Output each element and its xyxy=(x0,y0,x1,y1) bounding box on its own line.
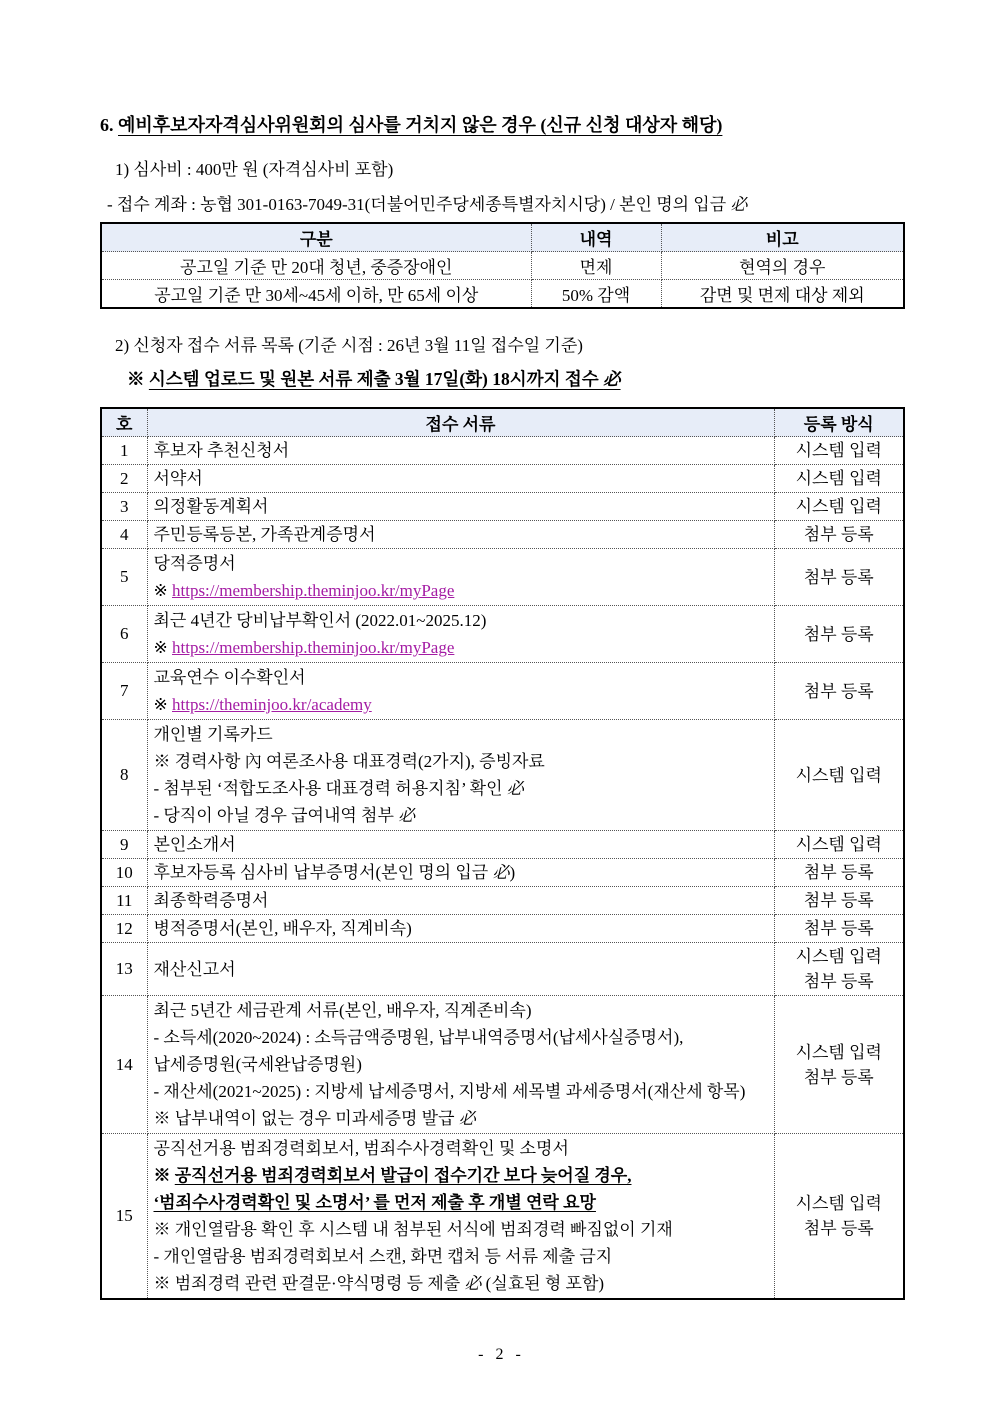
registration-method-cell xyxy=(774,887,904,915)
table-row xyxy=(101,606,904,663)
table-row xyxy=(101,437,904,465)
document-name-cell xyxy=(147,943,774,996)
document-name-cell xyxy=(147,831,774,859)
method-label: 시스템 입력 xyxy=(795,497,882,516)
document-line xyxy=(154,1105,768,1132)
document-line xyxy=(154,1135,768,1162)
text-segment: ※ 범죄경력 관련 판결문·약식명령 등 제출 xyxy=(153,1274,465,1293)
text-segment: 납세증명원(국세완납증명원) xyxy=(153,1055,362,1074)
row-number-cell: 11 xyxy=(101,887,147,915)
registration-method-cell xyxy=(774,465,904,493)
docs-table-header-row xyxy=(101,408,904,437)
text-segment: - 재산세(2021~2025) : 지방세 납세증명서, 지방세 세목별 과세증명서(재산세 항목) xyxy=(153,1082,746,1101)
document-name-cell xyxy=(147,663,774,720)
document-line xyxy=(154,1189,768,1216)
table-row xyxy=(101,720,904,831)
text-segment: 재산신고서 xyxy=(153,959,236,979)
row-number-cell: 14 xyxy=(101,996,147,1134)
text-segment: ※ 개인열람용 확인 후 시스템 내 첨부된 서식에 범죄경력 빠짐없이 기재 xyxy=(153,1220,673,1239)
registration-method-cell xyxy=(774,943,904,996)
text-segment: ‘범죄수사경력확인 및 소명서’ 를 먼저 제출 후 개별 연락 요망 xyxy=(153,1193,596,1212)
fee-cell: 면제 xyxy=(531,252,661,280)
method-label: 시스템 입력 xyxy=(795,441,882,460)
row-number-cell: 12 xyxy=(101,915,147,943)
document-name-cell xyxy=(147,437,774,465)
fee-cell: 현역의 경우 xyxy=(661,252,904,280)
section-title: 예비후보자자격심사위원회의 심사를 거치지 않은 경우 (신규 신청 대상자 해당) xyxy=(118,115,723,135)
registration-method-cell xyxy=(774,996,904,1134)
row-number-cell: 1 xyxy=(101,437,147,465)
document-line xyxy=(154,1024,768,1051)
document-line xyxy=(154,1270,768,1297)
document-line xyxy=(154,1078,768,1105)
text-segment: ※ xyxy=(153,581,172,600)
table-row xyxy=(101,831,904,859)
notice-required-mark: 必 xyxy=(603,369,621,389)
required-mark: 必 xyxy=(458,1109,476,1128)
registration-method-cell xyxy=(774,915,904,943)
method-label: 첨부 등록 xyxy=(803,525,874,544)
column-header: 접수 서류 xyxy=(147,408,774,437)
method-label: 첨부 등록 xyxy=(803,681,874,701)
document-line xyxy=(154,523,768,547)
review-fee-line: 1) 심사비 : 400만 원 (자격심사비 포함) xyxy=(115,160,394,179)
document-name-cell xyxy=(147,887,774,915)
document-line xyxy=(154,997,768,1024)
document-line xyxy=(154,439,768,463)
column-header: 등록 방식 xyxy=(774,408,904,437)
method-label: 시스템 입력 xyxy=(795,765,882,785)
text-segment: - 개인열람용 범죄경력회보서 스캔, 화면 캡처 등 서류 제출 금지 xyxy=(153,1247,613,1266)
document-name-cell xyxy=(147,859,774,887)
document-name-cell xyxy=(147,549,774,606)
document-list-line: 2) 신청자 접수 서류 목록 (기준 시점 : 26년 3월 11일 접수일 기준) xyxy=(115,336,583,355)
table-row xyxy=(101,549,904,606)
document-line xyxy=(154,607,768,634)
text-segment: ) xyxy=(509,862,516,882)
document-line xyxy=(154,917,768,941)
required-mark: 必 xyxy=(730,195,748,214)
table-row xyxy=(101,521,904,549)
fee-cell: 50% 감액 xyxy=(531,280,661,309)
table-row xyxy=(101,663,904,720)
method-label: 첨부 등록 xyxy=(803,972,874,991)
registration-method-cell xyxy=(774,606,904,663)
text-segment: 주민등록등본, 가족관계증명서 xyxy=(153,524,376,544)
document-line xyxy=(154,833,768,857)
document-name-cell xyxy=(147,493,774,521)
document-line xyxy=(154,550,768,577)
row-number-cell: 9 xyxy=(101,831,147,859)
text-segment: - 소득세(2020~2024) : 소득금액증명원, 납부내역증명서(납세사실증명서), xyxy=(153,1028,684,1047)
fee-cell: 공고일 기준 만 20대 청년, 중증장애인 xyxy=(101,252,531,280)
url-link[interactable]: https://theminjoo.kr/academy xyxy=(172,695,372,714)
document-line xyxy=(154,495,768,519)
text-segment: - 첨부된 ‘적합도조사용 대표경력 허용지침’ 확인 xyxy=(153,779,507,798)
document-line xyxy=(154,775,768,802)
url-link[interactable]: https://membership.theminjoo.kr/myPage xyxy=(172,581,455,600)
registration-method-cell xyxy=(774,549,904,606)
table-row xyxy=(101,1134,904,1300)
fee-cell: 공고일 기준 만 30세~45세 이하, 만 65세 이상 xyxy=(101,280,531,309)
text-segment: 교육연수 이수확인서 xyxy=(153,668,306,687)
document-line xyxy=(154,721,768,748)
table-row xyxy=(101,859,904,887)
method-label: 시스템 입력 xyxy=(795,835,882,854)
page-number: - 2 - xyxy=(478,1346,525,1363)
text-segment: 후보자 추천신청서 xyxy=(153,440,290,460)
row-number-cell: 13 xyxy=(101,943,147,996)
document-name-cell xyxy=(147,915,774,943)
documents-table xyxy=(100,407,905,1300)
table-row xyxy=(101,996,904,1134)
registration-method-cell xyxy=(774,437,904,465)
method-label: 시스템 입력 xyxy=(795,1042,882,1062)
column-header: 구분 xyxy=(101,223,531,252)
text-segment: ※ xyxy=(153,638,172,657)
column-header: 호 xyxy=(101,408,147,437)
text-segment: ※ 경력사항 內 여론조사용 대표경력(2가지), 증빙자료 xyxy=(153,752,545,771)
registration-method-cell xyxy=(774,1134,904,1300)
notice-text: 시스템 업로드 및 원본 서류 제출 3월 17일(화) 18시까지 접수 xyxy=(148,369,604,389)
document-line xyxy=(154,802,768,829)
text-segment: ※ 납부내역이 없는 경우 미과세증명 발급 xyxy=(153,1109,459,1128)
required-mark: 必 xyxy=(398,806,416,825)
column-header: 비고 xyxy=(661,223,904,252)
notice-marker: ※ xyxy=(127,369,149,389)
row-number-cell: 3 xyxy=(101,493,147,521)
document-line xyxy=(154,1051,768,1078)
method-label: 첨부 등록 xyxy=(803,624,874,644)
registration-method-cell xyxy=(774,859,904,887)
method-label: 첨부 등록 xyxy=(803,1219,874,1238)
document-name-cell xyxy=(147,996,774,1134)
row-number-cell: 4 xyxy=(101,521,147,549)
table-row xyxy=(101,915,904,943)
text-segment: ※ xyxy=(153,695,172,714)
row-number-cell: 7 xyxy=(101,663,147,720)
text-segment: 최근 4년간 당비납부확인서 (2022.01~2025.12) xyxy=(153,611,487,630)
row-number-cell: 15 xyxy=(101,1134,147,1300)
method-label: 첨부 등록 xyxy=(803,863,874,882)
document-line xyxy=(154,691,768,718)
document-line xyxy=(154,889,768,913)
text-segment: 의정활동계획서 xyxy=(153,496,269,516)
method-label: 첨부 등록 xyxy=(803,1067,874,1087)
document-line xyxy=(154,1243,768,1270)
text-segment: (실효된 형 포함) xyxy=(481,1274,605,1293)
document-line xyxy=(154,1162,768,1189)
method-label: 시스템 입력 xyxy=(795,947,882,966)
method-label: 첨부 등록 xyxy=(803,567,874,587)
document-name-cell xyxy=(147,1134,774,1300)
account-line xyxy=(107,192,903,218)
fee-cell: 감면 및 면제 대상 제외 xyxy=(661,280,904,309)
text-segment: - 당직이 아닐 경우 급여내역 첨부 xyxy=(153,806,399,825)
document-line xyxy=(154,748,768,775)
table-row xyxy=(101,943,904,996)
text-segment: 당적증명서 xyxy=(153,554,236,573)
required-mark: 必 xyxy=(464,1274,482,1293)
deadline-notice xyxy=(127,365,903,394)
document-name-cell xyxy=(147,465,774,493)
text-segment: 공직선거용 범죄경력회보서 발급이 접수기간 보다 늦어질 경우, xyxy=(174,1166,632,1185)
document-name-cell xyxy=(147,720,774,831)
method-label: 시스템 입력 xyxy=(795,469,882,488)
document-line xyxy=(154,1216,768,1243)
required-mark: 必 xyxy=(506,779,524,798)
text-segment: 최종학력증명서 xyxy=(153,890,269,910)
account-text: - 접수 계좌 : 농협 301-0163-7049-31(더불어민주당세종특별자치시당) / 본인 명의 입금 xyxy=(107,195,731,214)
table-row xyxy=(101,887,904,915)
method-label: 첨부 등록 xyxy=(803,919,874,938)
document-line xyxy=(154,664,768,691)
document-line xyxy=(154,467,768,491)
method-label: 시스템 입력 xyxy=(795,1194,882,1213)
document-line xyxy=(154,577,768,604)
document-line xyxy=(154,861,768,885)
row-number-cell: 6 xyxy=(101,606,147,663)
fee-exemption-table xyxy=(100,222,905,309)
document-line xyxy=(154,956,768,983)
text-segment: 후보자등록 심사비 납부증명서(본인 명의 입금 xyxy=(153,862,493,882)
document-name-cell xyxy=(147,521,774,549)
url-link[interactable]: https://membership.theminjoo.kr/myPage xyxy=(172,638,455,657)
text-segment: 본인소개서 xyxy=(153,834,236,854)
text-segment: 공직선거용 범죄경력회보서, 범죄수사경력확인 및 소명서 xyxy=(153,1139,569,1158)
required-mark: 必 xyxy=(492,862,510,882)
table-row xyxy=(101,465,904,493)
section-number: 6. xyxy=(100,115,118,135)
registration-method-cell xyxy=(774,831,904,859)
row-number-cell: 10 xyxy=(101,859,147,887)
fee-table-row xyxy=(101,252,904,280)
text-segment: 최근 5년간 세금관계 서류(본인, 배우자, 직계존비속) xyxy=(153,1001,532,1020)
row-number-cell: 5 xyxy=(101,549,147,606)
document-name-cell xyxy=(147,606,774,663)
registration-method-cell xyxy=(774,521,904,549)
table-row xyxy=(101,493,904,521)
document-line xyxy=(154,634,768,661)
text-segment: 병적증명서(본인, 배우자, 직계비속) xyxy=(153,918,412,938)
fee-table-row xyxy=(101,280,904,309)
column-header: 내역 xyxy=(531,223,661,252)
text-segment: 서약서 xyxy=(153,468,203,488)
registration-method-cell xyxy=(774,493,904,521)
row-number-cell: 2 xyxy=(101,465,147,493)
method-label: 첨부 등록 xyxy=(803,891,874,910)
row-number-cell: 8 xyxy=(101,720,147,831)
fee-table-header-row xyxy=(101,223,904,252)
registration-method-cell xyxy=(774,720,904,831)
text-segment: ※ xyxy=(153,1166,175,1185)
registration-method-cell xyxy=(774,663,904,720)
section-heading xyxy=(100,112,903,138)
text-segment: 개인별 기록카드 xyxy=(153,725,273,744)
